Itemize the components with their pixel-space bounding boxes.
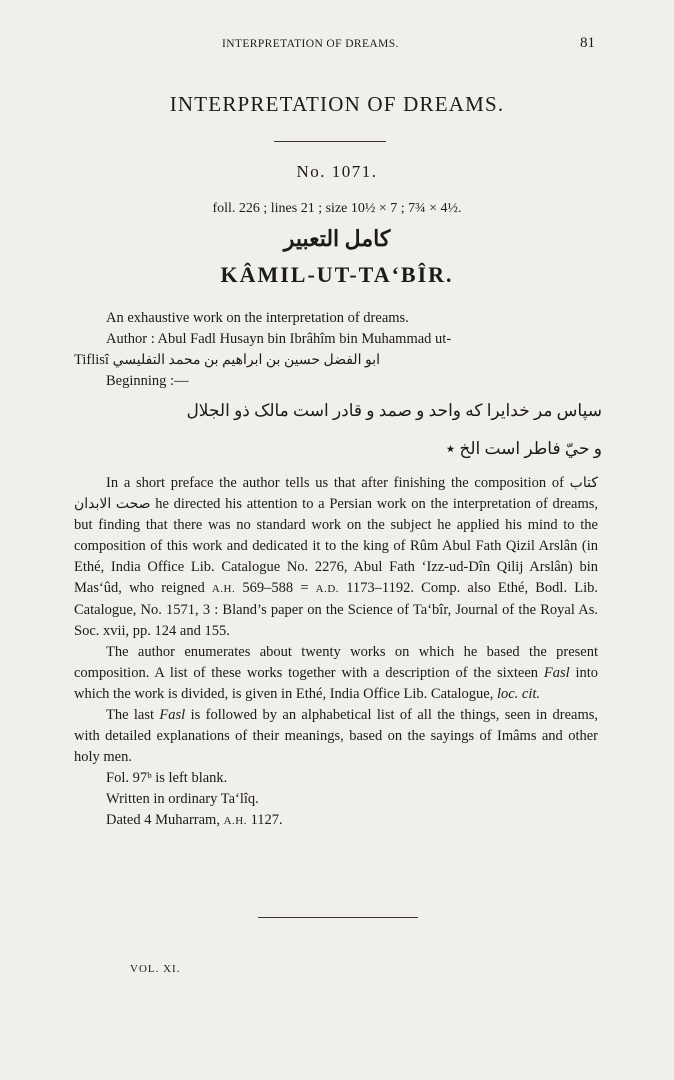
collation-line: foll. 226 ; lines 21 ; size 10½ × 7 ; 7¾ × 4½. xyxy=(212,201,462,216)
sources-text-continued: into which the work is divided, is given in Ethé, India Office Lib. Catalogue, xyxy=(74,665,599,702)
roman-title: KÂMIL-UT-TA‘BÎR. xyxy=(220,262,454,287)
script-note: Written in ordinary Ta‘lîq. xyxy=(106,791,259,807)
fasl-term: Fasl xyxy=(159,707,186,723)
date-year: 1127. xyxy=(250,812,283,828)
author-arabic-name: ابو الفضل حسين بن ابراهيم بن محمد التفليسي xyxy=(112,353,380,368)
page-header xyxy=(0,35,674,54)
folio-note: Fol. 97ᵇ is left blank. xyxy=(106,770,228,786)
date-note xyxy=(74,810,598,832)
list-text: The last xyxy=(106,707,155,723)
beginning-line-2: و حيّ فاطر است الخ ٭ xyxy=(445,439,602,458)
title-rule xyxy=(274,141,386,142)
date-text: Dated 4 Muharram, xyxy=(106,812,220,828)
paragraph-preface xyxy=(74,473,598,642)
reign-dates-ad: 1173–1192. Comp. also Ethé, Bodl. Lib. Catalogue, No. 1571, 3 : Bland’s paper on the Science of Ta‘bîr, Journal of the Royal As. Soc. xvii, pp. 124 and 155. xyxy=(74,580,598,639)
author-nisba: Tiflisî xyxy=(74,352,109,368)
fasl-term: Fasl xyxy=(543,665,570,681)
section-title: INTERPRETATION OF DREAMS. xyxy=(169,92,505,116)
era-ad: A.D. xyxy=(315,583,340,595)
reign-dates-ah: 569–588 = xyxy=(242,580,309,596)
preface-text: In a short preface the author tells us that after finishing the composition of xyxy=(106,475,564,491)
era-ah: A.H. xyxy=(223,815,247,827)
paragraph-sources xyxy=(74,642,598,705)
beginning-label: Beginning :— xyxy=(106,373,189,389)
beginning-text xyxy=(72,392,602,468)
preface-text-continued: he directed his attention to a Persian work on the interpretation of dreams, but finding that there was no standard work on the subject he applied his mind to the composition of this work and dedicated it to the king of Rûm Abul Fath Qizil Arslân (in Ethé, India Office Lib. Catalogue No. 2276, Abul Fath ‘Izz-ud-Dîn Qilij Arslân) bin Mas‘ûd, who reigned xyxy=(74,496,598,596)
volume-signature: VOL. XI. xyxy=(130,963,181,975)
author-line-continued xyxy=(74,350,598,371)
running-title: INTERPRETATION OF DREAMS. xyxy=(222,38,399,50)
end-rule xyxy=(258,917,418,918)
body-text xyxy=(74,473,598,832)
paragraph-list xyxy=(74,705,598,768)
description-line: An exhaustive work on the interpretation of dreams. xyxy=(106,310,409,326)
loc-cit: loc. cit. xyxy=(496,686,541,702)
page-number: 81 xyxy=(580,35,595,51)
beginning-line-1: سپاس مر خدايرا كه واحد و صمد و قادر است مالک ذو الجلال xyxy=(186,401,602,420)
sources-text: The author enumerates about twenty works on which he based the present composition. A list of these works together with a description of the sixteen xyxy=(74,644,598,681)
author-line xyxy=(74,329,598,350)
entry-number: No. 1071. xyxy=(296,162,378,181)
book-title-arabic: كتاب صحت الابدان xyxy=(74,476,599,512)
era-ah: A.H. xyxy=(211,583,236,595)
author-name: Author : Abul Fadl Husayn bin Ibrâhîm bin Muhammad ut- xyxy=(106,331,452,347)
description-block xyxy=(74,308,598,392)
arabic-title: كامل التعبير xyxy=(283,226,391,251)
list-text-continued: is followed by an alphabetical list of all the things, seen in dreams, with detailed explanations of their meanings, based on the sayings of Imâms and other holy men. xyxy=(74,707,599,765)
